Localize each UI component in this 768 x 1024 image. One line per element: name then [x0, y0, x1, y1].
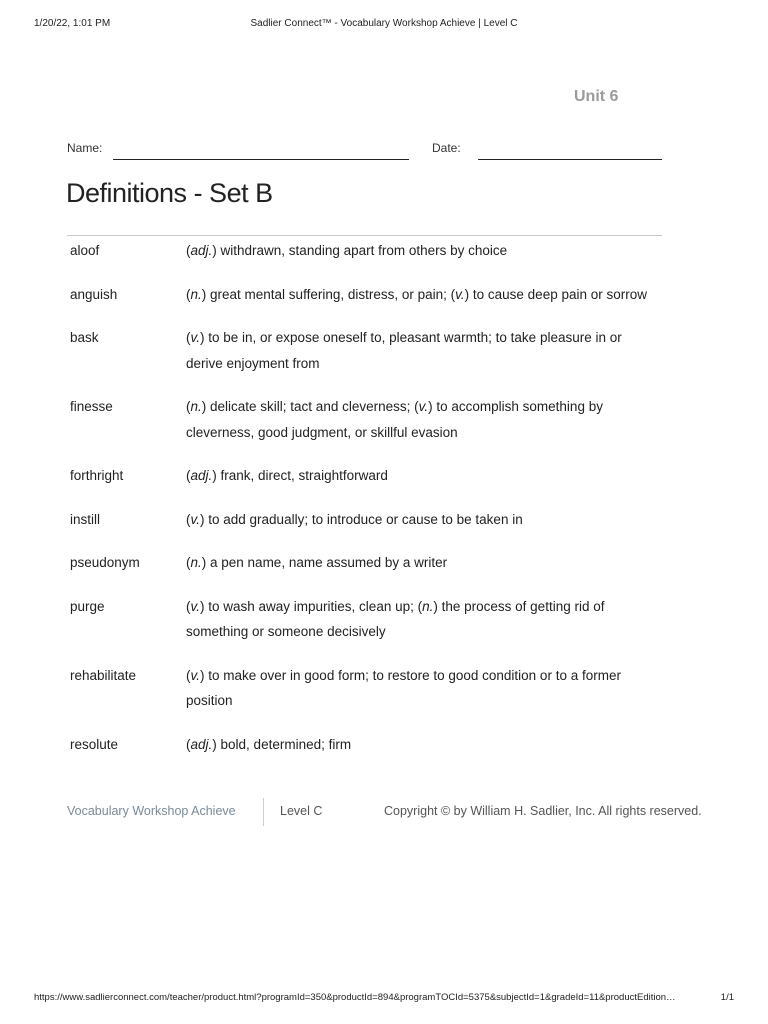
part-of-speech: n. [190, 555, 202, 570]
definition-row [70, 594, 670, 645]
page-url: https://www.sadlierconnect.com/teacher/product.html?programId=350&productId=894&programTOCId=5375&subjectId=1&gradeId=11&productEdition… [34, 992, 676, 1003]
print-page-title: Sadlier Connect™ - Vocabulary Workshop Achieve | Level C [250, 18, 518, 29]
level-label: Level C [280, 804, 323, 818]
meaning-text: bold, determined; firm [216, 736, 352, 752]
vocab-word: purge [70, 598, 105, 614]
definition-text: (n.) a pen name, name assumed by a writer [186, 555, 448, 570]
meaning-text: to cause deep pain or sorrow [469, 286, 647, 302]
vocab-word: pseudonym [70, 555, 140, 570]
meaning-text: great mental suffering, distress, or pain; [206, 286, 451, 302]
part-of-speech: adj. [190, 468, 213, 483]
part-of-speech: n. [190, 399, 202, 414]
meaning-text: delicate skill; tact and cleverness; [206, 399, 415, 414]
definition-text: (n.) great mental suffering, distress, or pain; (v.) to cause deep pain or sorrow [186, 286, 647, 302]
name-label: Name: [67, 141, 103, 155]
copyright-text: Copyright © by William H. Sadlier, Inc. All rights reserved. [384, 804, 702, 818]
definition-text: (v.) to make over in good form; to restore to good condition or to a former position [186, 667, 621, 708]
part-of-speech: adj. [190, 736, 213, 752]
meaning-text: to be in, or expose oneself to, pleasant warmth; to take pleasure in or derive enjoyment from [186, 330, 622, 371]
definition-text: (adj.) withdrawn, standing apart from others by choice [186, 243, 508, 258]
definition-text: (v.) to add gradually; to introduce or cause to be taken in [186, 511, 523, 527]
part-of-speech: n. [190, 286, 202, 302]
definition-text: (adj.) bold, determined; firm [186, 736, 352, 752]
meaning-text: to accomplish something by cleverness, good judgment, or skillful evasion [186, 399, 603, 440]
section-title: Definitions - Set B [66, 178, 273, 208]
part-of-speech: v. [190, 511, 200, 527]
meaning-text: to wash away impurities, clean up; [204, 598, 418, 614]
meaning-text: withdrawn, standing apart from others by choice [216, 243, 508, 258]
vocab-word: forthright [70, 468, 124, 483]
vocab-word: anguish [70, 286, 118, 302]
definition-row [70, 238, 670, 264]
page-number: 1/1 [720, 992, 734, 1003]
meaning-text: the process of getting rid of something or someone decisively [186, 598, 605, 639]
part-of-speech: v. [190, 330, 200, 345]
definition-row [70, 325, 670, 376]
definition-text: (v.) to be in, or expose oneself to, pleasant warmth; to take pleasure in or derive enjoyment from [186, 330, 622, 371]
footer-divider [263, 798, 264, 826]
vocab-word: bask [70, 330, 99, 345]
vocab-word: instill [70, 511, 101, 527]
print-header [34, 18, 734, 32]
definition-row [70, 282, 670, 308]
vocab-word: resolute [70, 736, 119, 752]
definition-text: (v.) to wash away impurities, clean up; (n.) the process of getting rid of something or someone decisively [186, 598, 605, 639]
page-footer [67, 800, 707, 826]
definition-row [70, 663, 670, 714]
vocab-word: rehabilitate [70, 667, 137, 683]
part-of-speech: v. [190, 598, 200, 614]
meaning-text: to add gradually; to introduce or cause to be taken in [204, 511, 523, 527]
meaning-text: frank, direct, straightforward [216, 468, 388, 483]
name-date-row [67, 140, 667, 164]
definition-row [70, 394, 670, 445]
definition-row [70, 732, 670, 758]
definitions-list [70, 238, 670, 757]
meaning-text: to make over in good form; to restore to good condition or to a former position [186, 667, 621, 708]
definition-row [70, 550, 670, 576]
part-of-speech: v. [418, 399, 429, 414]
divider [67, 235, 662, 236]
date-blank-line [478, 159, 662, 160]
unit-label: Unit 6 [574, 88, 619, 105]
meaning-text: a pen name, name assumed by a writer [206, 555, 448, 570]
date-label: Date: [432, 141, 461, 155]
print-footer [34, 992, 734, 1006]
part-of-speech: v. [190, 667, 200, 683]
definition-row [70, 463, 670, 489]
print-timestamp: 1/20/22, 1:01 PM [34, 18, 111, 29]
definition-text: (n.) delicate skill; tact and cleverness; (v.) to accomplish something by cleverness, good judgment, or skillful evasion [186, 399, 603, 440]
definition-text: (adj.) frank, direct, straightforward [186, 468, 388, 483]
part-of-speech: v. [455, 286, 465, 302]
program-name: Vocabulary Workshop Achieve [67, 804, 236, 818]
part-of-speech: n. [422, 598, 434, 614]
part-of-speech: adj. [190, 243, 213, 258]
definition-row [70, 507, 670, 533]
vocab-word: aloof [70, 243, 100, 258]
vocab-word: finesse [70, 399, 113, 414]
name-blank-line [113, 159, 409, 160]
